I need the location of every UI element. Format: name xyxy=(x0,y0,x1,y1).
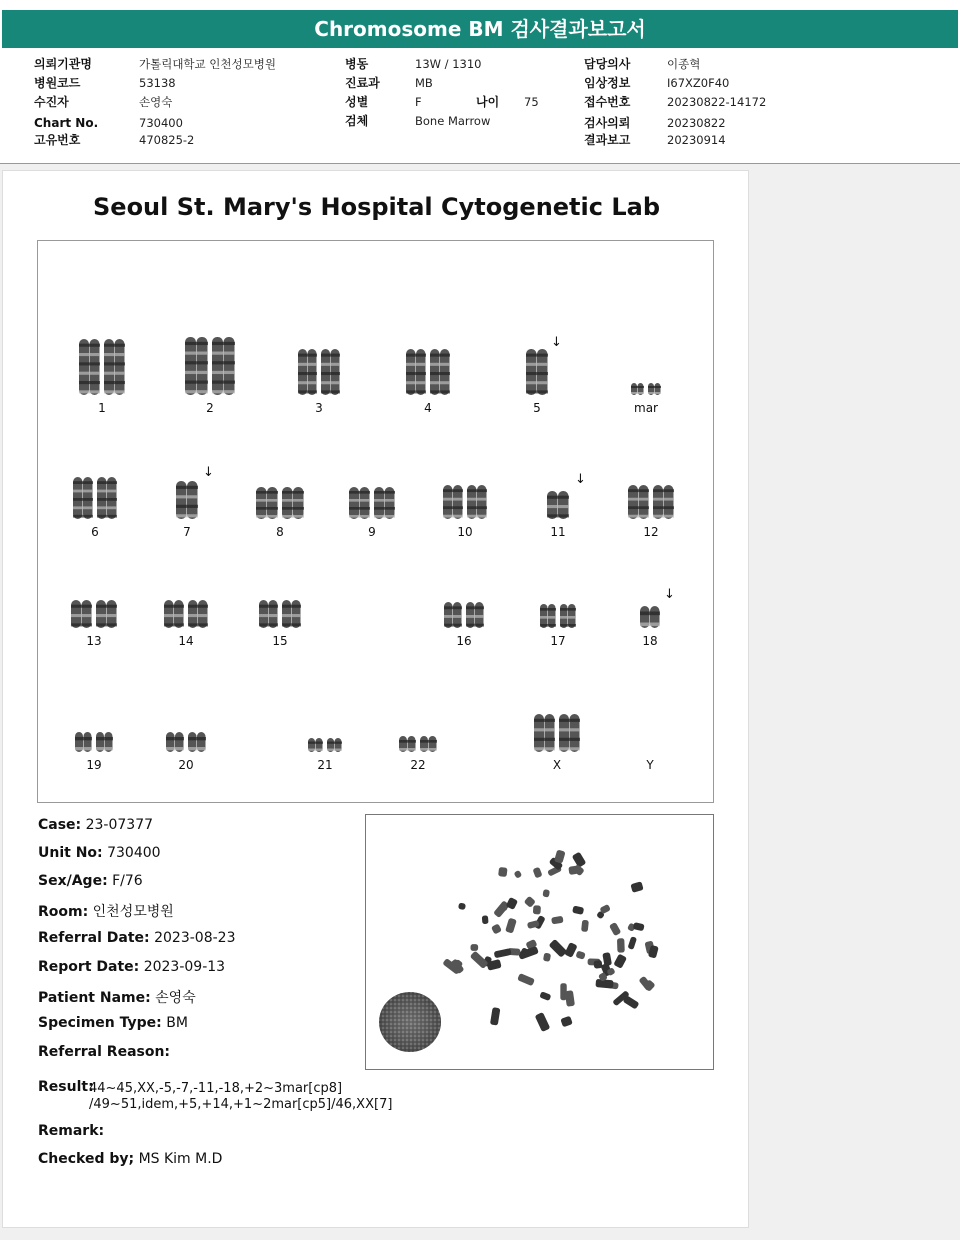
meta-label-specimen: 검체 xyxy=(345,114,369,128)
karyotype-label-7: 7 xyxy=(183,525,191,539)
meta-label-receipt-no: 접수번호 xyxy=(584,95,631,109)
karyotype-label-2: 2 xyxy=(206,401,214,415)
chromosome-7 xyxy=(174,479,200,521)
room-field: Room: 인천성모병원 xyxy=(38,904,174,920)
abnormality-arrow-icon: ↓ xyxy=(664,587,675,602)
meta-label-hospital-code: 병원코드 xyxy=(34,76,81,90)
karyotype-label-16: 16 xyxy=(456,634,472,648)
karyotype-label-mar: mar xyxy=(634,401,658,415)
lab-title: Seoul St. Mary's Hospital Cytogenetic Lab xyxy=(93,193,660,221)
meta-value-hospital-code: 53138 xyxy=(139,76,176,90)
karyogram-panel xyxy=(37,240,714,803)
meta-label-department: 진료과 xyxy=(345,76,380,90)
meta-label-clinical-info: 임상정보 xyxy=(584,76,631,90)
karyotype-label-1: 1 xyxy=(98,401,106,415)
meta-value-patient: 손영숙 xyxy=(139,95,173,109)
chromosome-18 xyxy=(638,604,662,630)
meta-value-sex: F xyxy=(415,95,422,109)
referral-reason-field: Referral Reason: xyxy=(38,1044,171,1060)
karyotype-label-11: 11 xyxy=(550,525,566,539)
karyotype-label-18: 18 xyxy=(642,634,658,648)
cytogenetic-report xyxy=(2,170,749,1228)
sex-age-field: Sex/Age: F/76 xyxy=(38,873,143,889)
karyotype-label-21: 21 xyxy=(317,758,333,772)
result-line-2: /49~51,idem,+5,+14,+1~2mar[cp5]/46,XX[7] xyxy=(89,1097,393,1112)
report-date-field: Report Date: 2023-09-13 xyxy=(38,959,226,975)
karyotype-label-Y: Y xyxy=(646,758,654,772)
chromosome-2 xyxy=(183,335,237,397)
chromosome-4 xyxy=(404,347,452,397)
meta-label-patient: 수진자 xyxy=(34,95,69,109)
metaphase-image xyxy=(365,814,714,1070)
report-header xyxy=(0,0,960,48)
specimen-type-field: Specimen Type: BM xyxy=(38,1015,188,1031)
patient-name-field: Patient Name: 손영숙 xyxy=(38,990,196,1006)
karyotype-label-X: X xyxy=(552,758,562,772)
karyotype-label-20: 20 xyxy=(178,758,194,772)
checked-by-field: Checked by; MS Kim M.D xyxy=(38,1151,223,1167)
meta-label-ward: 병동 xyxy=(345,57,369,71)
result-field: Result: 44~45,XX,-5,-7,-11,-18,+2~3mar[cp8] /49~51,idem,+5,+14,+1~2mar[cp5]/46,XX[7] xyxy=(38,1079,393,1112)
case-field: Case: 23-07377 xyxy=(38,817,154,833)
abnormality-arrow-icon: ↓ xyxy=(575,472,586,487)
karyotype-label-13: 13 xyxy=(86,634,102,648)
chromosome-12 xyxy=(626,483,676,521)
meta-value-age: 75 xyxy=(524,95,539,109)
meta-value-department: MB xyxy=(415,76,433,90)
chromosome-14 xyxy=(162,598,210,630)
meta-label-request-date: 검사의뢰 xyxy=(584,116,631,130)
chromosome-13 xyxy=(69,598,119,630)
chromosome-21 xyxy=(306,736,344,754)
chromosome-20 xyxy=(164,730,208,754)
chromosome-15 xyxy=(257,598,303,630)
interphase-nucleus xyxy=(379,992,441,1052)
meta-label-chart-no: Chart No. xyxy=(34,116,99,130)
karyotype-label-6: 6 xyxy=(91,525,99,539)
meta-label-institution: 의뢰기관명 xyxy=(34,57,92,71)
chromosome-3 xyxy=(296,347,342,397)
meta-value-physician: 이종혁 xyxy=(667,57,701,71)
meta-label-report-date: 결과보고 xyxy=(584,133,631,147)
metaphase-spread-illustration xyxy=(366,815,713,1069)
chromosome-mar xyxy=(629,381,663,397)
karyotype-label-5: 5 xyxy=(533,401,541,415)
meta-label-sex: 성별 xyxy=(345,95,369,109)
chromosome-spread xyxy=(442,849,659,1032)
remark-field: Remark: xyxy=(38,1123,105,1139)
karyotype-label-22: 22 xyxy=(410,758,426,772)
meta-value-clinical-info: I67XZ0F40 xyxy=(667,76,730,90)
abnormality-arrow-icon: ↓ xyxy=(551,335,562,350)
meta-value-ward: 13W / 1310 xyxy=(415,57,482,71)
karyotype-label-9: 9 xyxy=(368,525,376,539)
chromosome-5 xyxy=(524,347,550,397)
chromosome-6 xyxy=(71,475,119,521)
chromosome-X xyxy=(532,712,582,754)
meta-value-institution: 가톨릭대학교 인천성모병원 xyxy=(139,57,276,71)
meta-label-physician: 담당의사 xyxy=(584,57,631,71)
karyotype-label-19: 19 xyxy=(86,758,102,772)
meta-value-receipt-no: 20230822-14172 xyxy=(667,95,767,109)
report-title: Chromosome BM 검사결과보고서 xyxy=(2,10,958,48)
karyotype-label-4: 4 xyxy=(424,401,432,415)
karyotype-label-17: 17 xyxy=(550,634,566,648)
karyotype-label-3: 3 xyxy=(315,401,323,415)
meta-value-specimen: Bone Marrow xyxy=(415,114,491,128)
meta-label-unique-id: 고유번호 xyxy=(34,133,81,147)
unit-no-field: Unit No: 730400 xyxy=(38,845,161,861)
chromosome-16 xyxy=(442,600,486,630)
karyotype-label-8: 8 xyxy=(276,525,284,539)
meta-value-chart-no: 730400 xyxy=(139,116,183,130)
chromosome-9 xyxy=(347,485,397,521)
meta-value-unique-id: 470825-2 xyxy=(139,133,195,147)
abnormality-arrow-icon: ↓ xyxy=(203,465,214,480)
chromosome-22 xyxy=(397,734,439,754)
chromosome-17 xyxy=(538,602,578,630)
chromosome-8 xyxy=(254,485,306,521)
meta-value-request-date: 20230822 xyxy=(667,116,726,130)
patient-meta xyxy=(0,48,960,164)
chromosome-19 xyxy=(73,730,115,754)
karyotype-label-15: 15 xyxy=(272,634,288,648)
result-line-1: 44~45,XX,-5,-7,-11,-18,+2~3mar[cp8] xyxy=(89,1081,343,1096)
chromosome-10 xyxy=(441,483,489,521)
meta-value-report-date: 20230914 xyxy=(667,133,726,147)
chromosome-11 xyxy=(545,489,571,521)
karyotype-label-14: 14 xyxy=(178,634,194,648)
referral-date-field: Referral Date: 2023-08-23 xyxy=(38,930,236,946)
karyotype-label-12: 12 xyxy=(643,525,659,539)
meta-label-age: 나이 xyxy=(476,95,500,109)
chromosome-1 xyxy=(77,337,127,397)
karyotype-label-10: 10 xyxy=(457,525,473,539)
